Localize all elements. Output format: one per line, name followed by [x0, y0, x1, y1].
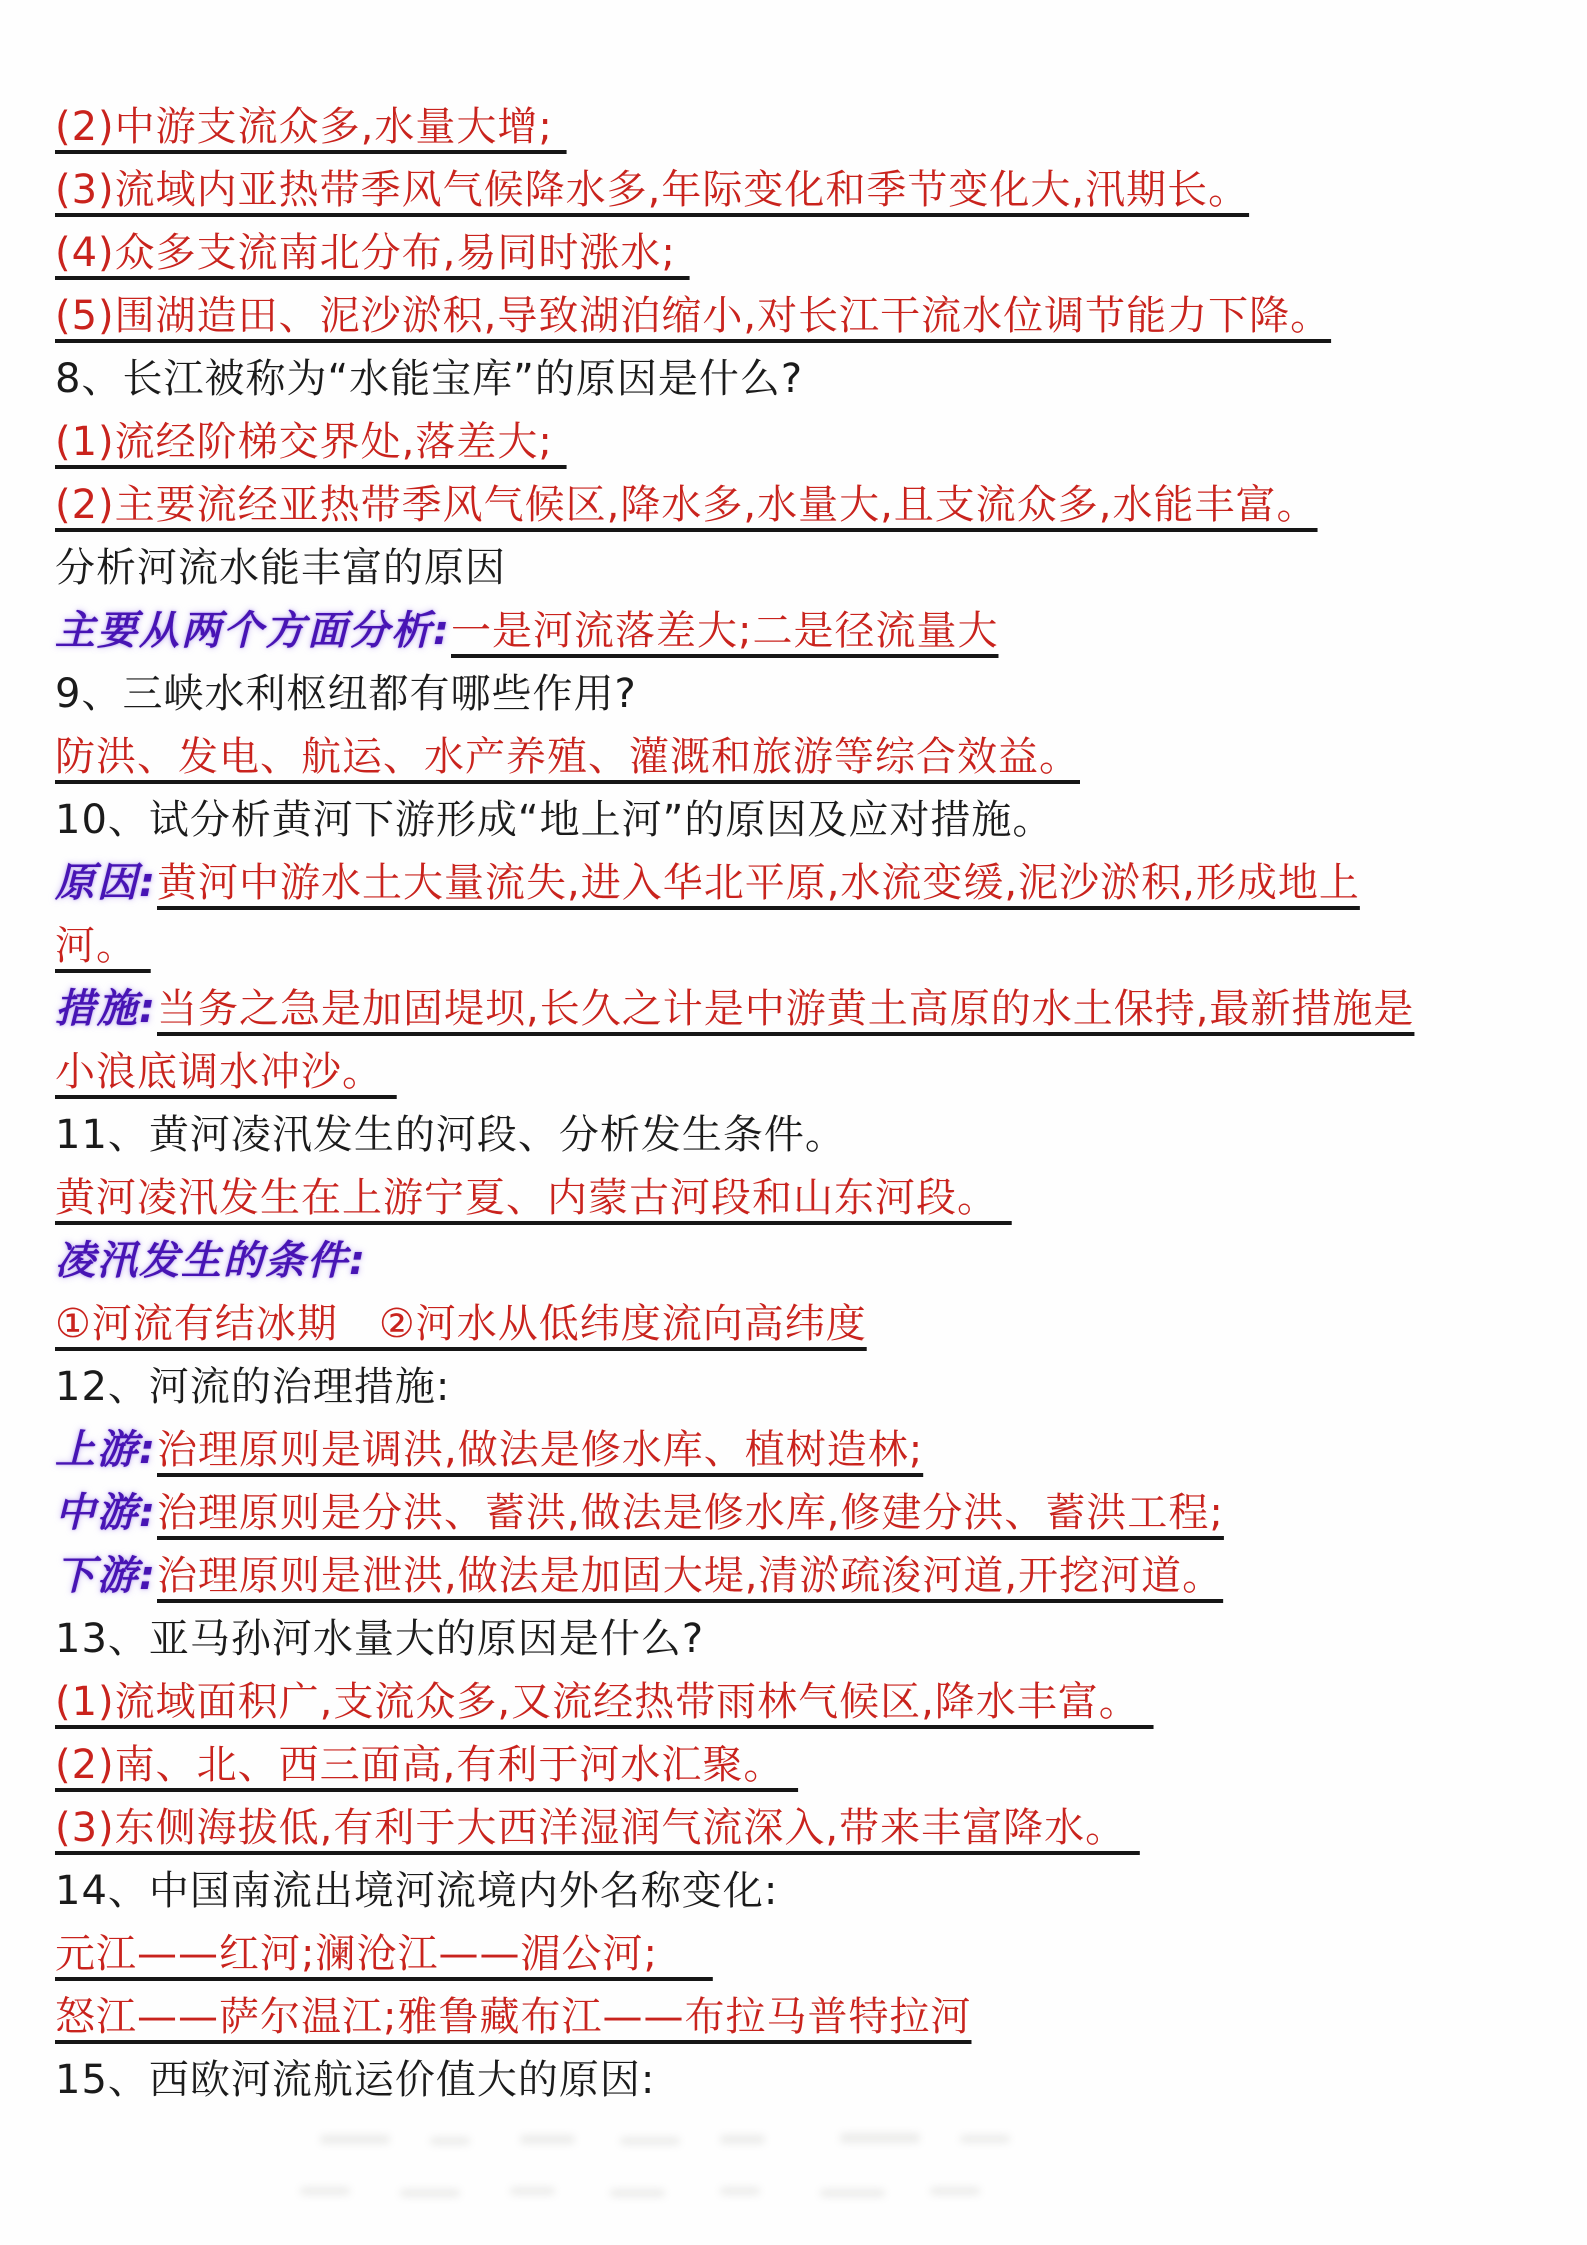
answer-line: [55, 726, 1545, 789]
question-line: [55, 1860, 1545, 1923]
question-text: 9、三峡水利枢纽都有哪些作用?: [55, 671, 637, 717]
answer-line: [55, 222, 1545, 285]
answer-text: (2)南、北、西三面高,有利于河水汇聚。: [55, 1742, 799, 1788]
answer-line: [55, 96, 1545, 159]
question-text: 8、长江被称为“水能宝库”的原因是什么?: [55, 356, 804, 402]
answer-text: 河。: [55, 923, 151, 969]
question-text: 10、试分析黄河下游形成“地上河”的原因及应对措施。: [55, 797, 1054, 843]
watermark-smudge: [280, 2125, 1180, 2215]
answer-text: (2)主要流经亚热带季风气候区,降水多,水量大,且支流众多,水能丰富。: [55, 482, 1318, 528]
answer-text: 治理原则是泄洪,做法是加固大堤,清淤疏浚河道,开挖河道。: [157, 1553, 1224, 1599]
answer-text: 防洪、发电、航运、水产养殖、灌溉和旅游等综合效益。: [55, 734, 1080, 780]
question-line: [55, 1104, 1545, 1167]
answer-line: [55, 159, 1545, 222]
label-answer-line: [55, 600, 1545, 663]
answer-text: 当务之急是加固堤坝,长久之计是中游黄土高原的水土保持,最新措施是: [157, 986, 1415, 1032]
answer-text: (1)流域面积广,支流众多,又流经热带雨林气候区,降水丰富。: [55, 1679, 1154, 1725]
document-body: [55, 96, 1545, 2112]
answer-line: [55, 1734, 1545, 1797]
answer-text: ①河流有结冰期 ②河水从低纬度流向高纬度: [55, 1301, 867, 1347]
question-line: [55, 537, 1545, 600]
label-text: 上游:: [55, 1427, 157, 1473]
label-answer-line: [55, 978, 1545, 1041]
answer-line: [55, 411, 1545, 474]
question-line: [55, 663, 1545, 726]
answer-text: (3)东侧海拔低,有利于大西洋湿润气流深入,带来丰富降水。: [55, 1805, 1140, 1851]
answer-text: (4)众多支流南北分布,易同时涨水;: [55, 230, 690, 276]
answer-text: (3)流域内亚热带季风气候降水多,年际变化和季节变化大,汛期长。: [55, 167, 1250, 213]
question-line: [55, 2049, 1545, 2112]
label-text: 措施:: [55, 986, 157, 1032]
answer-line: [55, 1797, 1545, 1860]
label-answer-line: [55, 1482, 1545, 1545]
question-line: [55, 789, 1545, 852]
answer-line: [55, 1671, 1545, 1734]
answer-text: (1)流经阶梯交界处,落差大;: [55, 419, 567, 465]
question-text: 14、中国南流出境河流境内外名称变化:: [55, 1868, 779, 1914]
answer-text: 治理原则是分洪、蓄洪,做法是修水库,修建分洪、蓄洪工程;: [157, 1490, 1224, 1536]
answer-line: [55, 1041, 1545, 1104]
label-text: 中游:: [55, 1490, 157, 1536]
question-line: [55, 1356, 1545, 1419]
question-text: 分析河流水能丰富的原因: [55, 545, 506, 591]
answer-line: [55, 1986, 1545, 2049]
label-text: 主要从两个方面分析:: [55, 608, 451, 654]
label-answer-line: [55, 1419, 1545, 1482]
answer-text: 怒江——萨尔温江;雅鲁藏布江——布拉马普特拉河: [55, 1994, 972, 2040]
answer-text: (2)中游支流众多,水量大增;: [55, 104, 567, 150]
label-answer-line: [55, 1545, 1545, 1608]
answer-text: (5)围湖造田、泥沙淤积,导致湖泊缩小,对长江干流水位调节能力下降。: [55, 293, 1332, 339]
answer-text: 元江——红河;澜沧江——湄公河;: [55, 1931, 713, 1977]
answer-line: [55, 474, 1545, 537]
question-text: 15、西欧河流航运价值大的原因:: [55, 2057, 656, 2103]
question-text: 12、河流的治理措施:: [55, 1364, 451, 1410]
answer-text: 治理原则是调洪,做法是修水库、植树造林;: [157, 1427, 924, 1473]
question-text: 11、黄河凌汛发生的河段、分析发生条件。: [55, 1112, 846, 1158]
question-line: [55, 1608, 1545, 1671]
answer-line: [55, 1167, 1545, 1230]
label-text: 原因:: [55, 860, 157, 906]
answer-text: 黄河中游水土大量流失,进入华北平原,水流变缓,泥沙淤积,形成地上: [157, 860, 1360, 906]
label-answer-line: [55, 852, 1545, 915]
label-line: [55, 1230, 1545, 1293]
answer-line: [55, 915, 1545, 978]
question-text: 13、亚马孙河水量大的原因是什么?: [55, 1616, 705, 1662]
label-text: 下游:: [55, 1553, 157, 1599]
answer-text: 一是河流落差大;二是径流量大: [451, 608, 999, 654]
answer-line: [55, 285, 1545, 348]
answer-line: [55, 1923, 1545, 1986]
answer-line: [55, 1293, 1545, 1356]
label-text: 凌汛发生的条件:: [55, 1238, 367, 1284]
answer-text: 小浪底调水冲沙。: [55, 1049, 397, 1095]
question-line: [55, 348, 1545, 411]
answer-text: 黄河凌汛发生在上游宁夏、内蒙古河段和山东河段。: [55, 1175, 1012, 1221]
